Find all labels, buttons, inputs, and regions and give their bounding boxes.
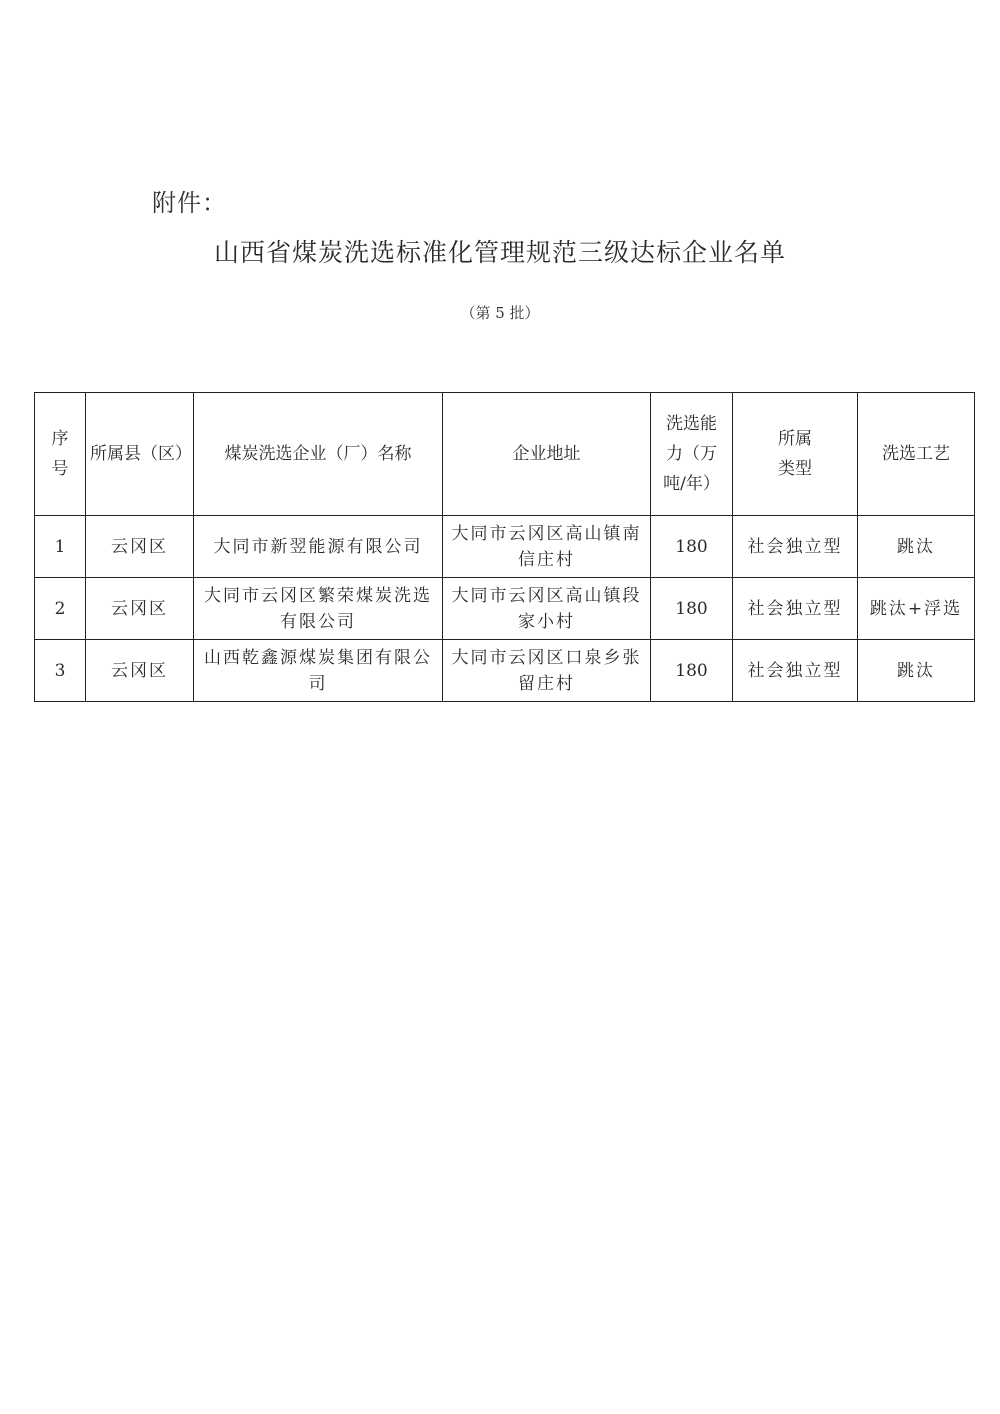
- column-header-county: 所属县（区）: [86, 393, 194, 516]
- row-type: 社会独立型: [733, 516, 858, 578]
- table-header-row: [35, 393, 975, 516]
- row-enterprise-name: 大同市云冈区繁荣煤炭洗选有限公司: [194, 578, 443, 640]
- column-header-process: 洗选工艺: [858, 393, 975, 516]
- batch-subtitle: （第 5 批）: [460, 304, 540, 322]
- column-header-address: 企业地址: [443, 393, 651, 516]
- row-address: 大同市云冈区口泉乡张留庄村: [443, 640, 651, 702]
- row-county: 云冈区: [86, 516, 194, 578]
- row-county: 云冈区: [86, 640, 194, 702]
- row-type: 社会独立型: [733, 578, 858, 640]
- column-header-index: 序号: [35, 393, 86, 516]
- row-index: 1: [35, 516, 86, 578]
- enterprise-table: [34, 392, 975, 702]
- row-address: 大同市云冈区高山镇段家小村: [443, 578, 651, 640]
- row-index: 2: [35, 578, 86, 640]
- row-index: 3: [35, 640, 86, 702]
- row-capacity: 180: [651, 578, 733, 640]
- row-capacity: 180: [651, 516, 733, 578]
- row-type: 社会独立型: [733, 640, 858, 702]
- row-process: 跳汰: [858, 640, 975, 702]
- row-enterprise-name: 山西乾鑫源煤炭集团有限公司: [194, 640, 443, 702]
- row-county: 云冈区: [86, 578, 194, 640]
- row-capacity: 180: [651, 640, 733, 702]
- table-row: [35, 640, 975, 702]
- table-row: [35, 516, 975, 578]
- row-address: 大同市云冈区高山镇南信庄村: [443, 516, 651, 578]
- column-header-name: 煤炭洗选企业（厂）名称: [194, 393, 443, 516]
- column-header-type: 所属类型: [733, 393, 858, 516]
- row-process: 跳汰+浮选: [858, 578, 975, 640]
- attachment-label: 附件：: [152, 189, 227, 217]
- row-process: 跳汰: [858, 516, 975, 578]
- table-row: [35, 578, 975, 640]
- column-header-capacity: 洗选能力（万吨/年）: [651, 393, 733, 516]
- row-enterprise-name: 大同市新翌能源有限公司: [194, 516, 443, 578]
- document-title: 山西省煤炭洗选标准化管理规范三级达标企业名单: [213, 238, 786, 267]
